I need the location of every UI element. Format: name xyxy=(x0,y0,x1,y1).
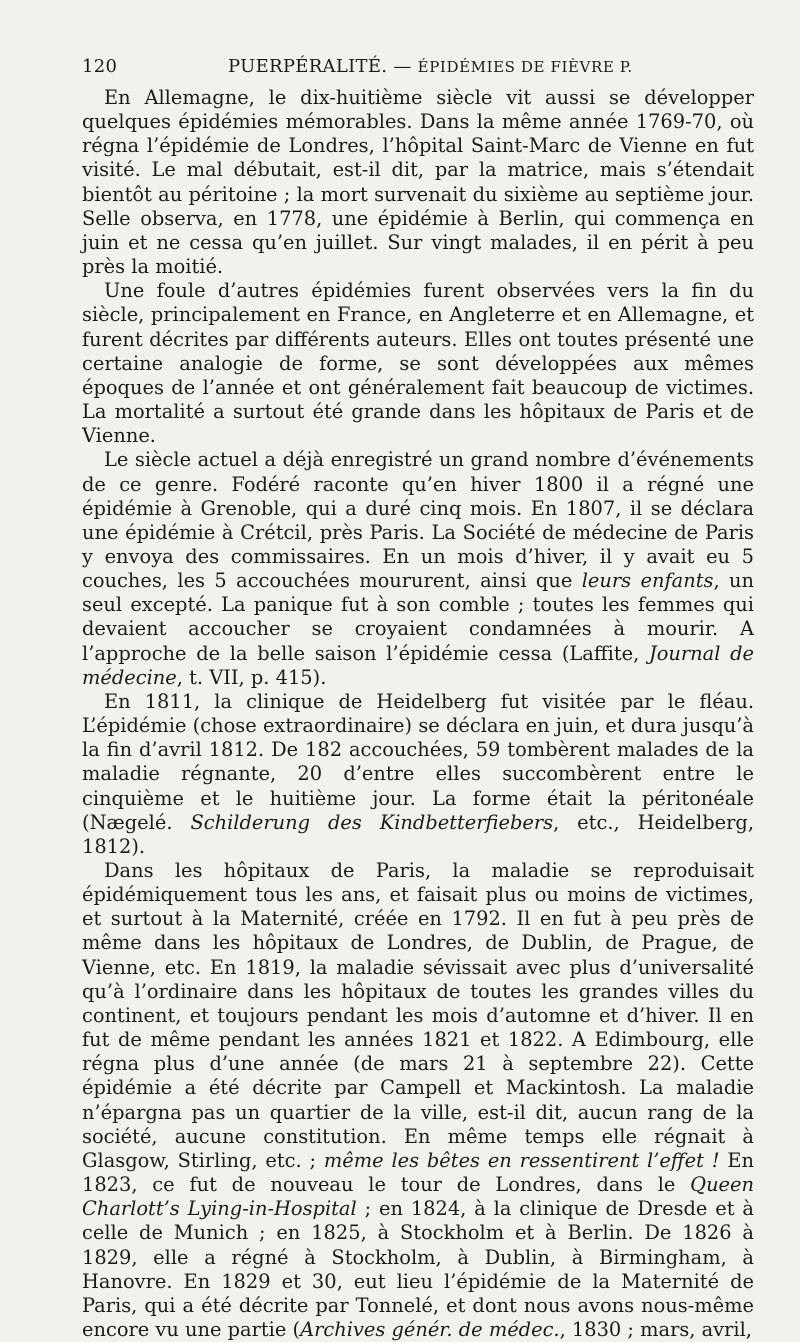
running-title xyxy=(192,56,754,77)
running-title-main: PUERPÉRALITÉ. xyxy=(228,56,388,77)
italic-run: même les bêtes en ressentirent l’effet ! xyxy=(323,1148,720,1172)
paragraph xyxy=(82,690,754,859)
text-run: Une foule d’autres épidémies furent observées vers la fin du siècle, principalement en France, en Angleterre et en Allemagne, et furent décrites par différents auteurs. Elles ont toutes présenté une certaine analogie de forme, se sont développées aux mêmes époques de l’année et ont généralement fait beaucoup de victimes. La mortalité a surtout été grande dans les hôpitaux de Paris et de Vienne. xyxy=(82,279,754,448)
italic-run: Journal de médecine xyxy=(82,641,754,689)
text-run: En 1811, la clinique de Heidelberg fut visitée par le fléau. L’épidémie (chose extraordinaire) se déclara en juin, et dura jusqu’à la fin d’avril 1812. De 182 accouchées, 59 tombèrent malades de la maladie régnante, 20 d’entre elles succombèrent entre le cinquième et le huitième jour. La forme était la péritonéale (Nægelé. xyxy=(82,689,754,834)
running-header xyxy=(82,56,754,86)
page-number: 120 xyxy=(82,56,118,77)
text-run: Le siècle actuel a déjà enregistré un grand nombre d’événements de ce genre. Fodéré raconte qu’en hiver 1800 il a régné une épidémie à Grenoble, qui a duré cinq mois. En 1807, il se déclara une épidémie à Crétcil, près Paris. La Société de médecine de Paris y envoya des commissaires. En un mois d’hiver, il y avait eu 5 couches, les 5 accouchées moururent, ainsi que xyxy=(82,448,754,593)
text-run: Dans les hôpitaux de Paris, la maladie se reproduisait épidémiquement tous les ans, et faisait plus ou moins de victimes, et surtout à la Maternité, créée en 1792. Il en fut à peu près de même dans les hôpitaux de Londres, de Dublin, de Prague, de Vienne, etc. En 1819, la maladie sévissait avec plus d’universalité qu’à l’ordinaire dans les hôpitaux de toutes les grandes villes du continent, et toujours pendant les mois d’automne et d’hiver. Il en fut de même pendant les années 1821 et 1822. A Edimbourg, elle régna plus d’une année (de mars 21 à septembre 22). Cette épidémie a été décrite par Campell et Mackintosh. La maladie n’épargna pas un quartier de la ville, est-il dit, aucun rang de la société, aucune constitution. En même temps elle régnait à Glasgow, Stirling, etc. ; xyxy=(82,859,754,1172)
text-run: En Allemagne, le dix-huitième siècle vit aussi se développer quelques épidémies mémorables. Dans la même année 1769-70, où régna l’épidémie de Londres, l’hôpital Saint-Marc de Vienne en fut visité. Le mal débutait, est-il dit, par la matrice, mais s’étendait bientôt au péritoine ; la mort survenait du sixième au septième jour. Selle observa, en 1778, une épidémie à Berlin, qui commença en juin et ne cessa qu’en juillet. Sur vingt malades, il en périt à peu près la moitié. xyxy=(82,86,754,279)
text-run: , un seul excepté. La panique fut à son comble ; toutes les femmes qui devaient accoucher se croyaient condamnées à mourir. A l’approche de la belle saison l’épidémie cessa (Laffite, xyxy=(82,569,754,665)
italic-run: Queen Charlott’s Lying-in-Hospital xyxy=(82,1173,754,1221)
italic-run: Archives génér. de médec. xyxy=(300,1317,560,1341)
italic-run: Schilderung des Kindbetterfiebers xyxy=(190,810,554,834)
italic-run: leurs enfants xyxy=(581,569,714,593)
text-run: , 1830 ; mars, avril, xyxy=(559,1317,752,1341)
running-title-sub: ÉPIDÉMIES DE FIÈVRE P. xyxy=(417,58,633,76)
text-run: , etc., Heidelberg, 1812). xyxy=(82,810,754,858)
paragraph xyxy=(82,86,754,279)
text-run: En 1823, ce fut de nouveau le tour de Londres, dans le xyxy=(82,1148,754,1197)
running-title-dash: — xyxy=(393,56,412,77)
paragraph xyxy=(82,448,754,690)
paragraph xyxy=(82,859,754,1342)
body-text xyxy=(82,86,754,1342)
text-run: , t. VII, p. 415). xyxy=(176,665,327,689)
paragraph xyxy=(82,279,754,448)
text-run: ; en 1824, à la clinique de Dresde et à celle de Munich ; en 1825, à Stockholm et à Berlin. De 1826 à 1829, elle a régné à Stockholm, à Dublin, à Birmingham, à Hanovre. En 1829 et 30, eut lieu l’épidémie de la Maternité de Paris, qui a été décrite par Tonnelé, et dont nous avons nous-même encore vu une partie ( xyxy=(82,1197,754,1341)
